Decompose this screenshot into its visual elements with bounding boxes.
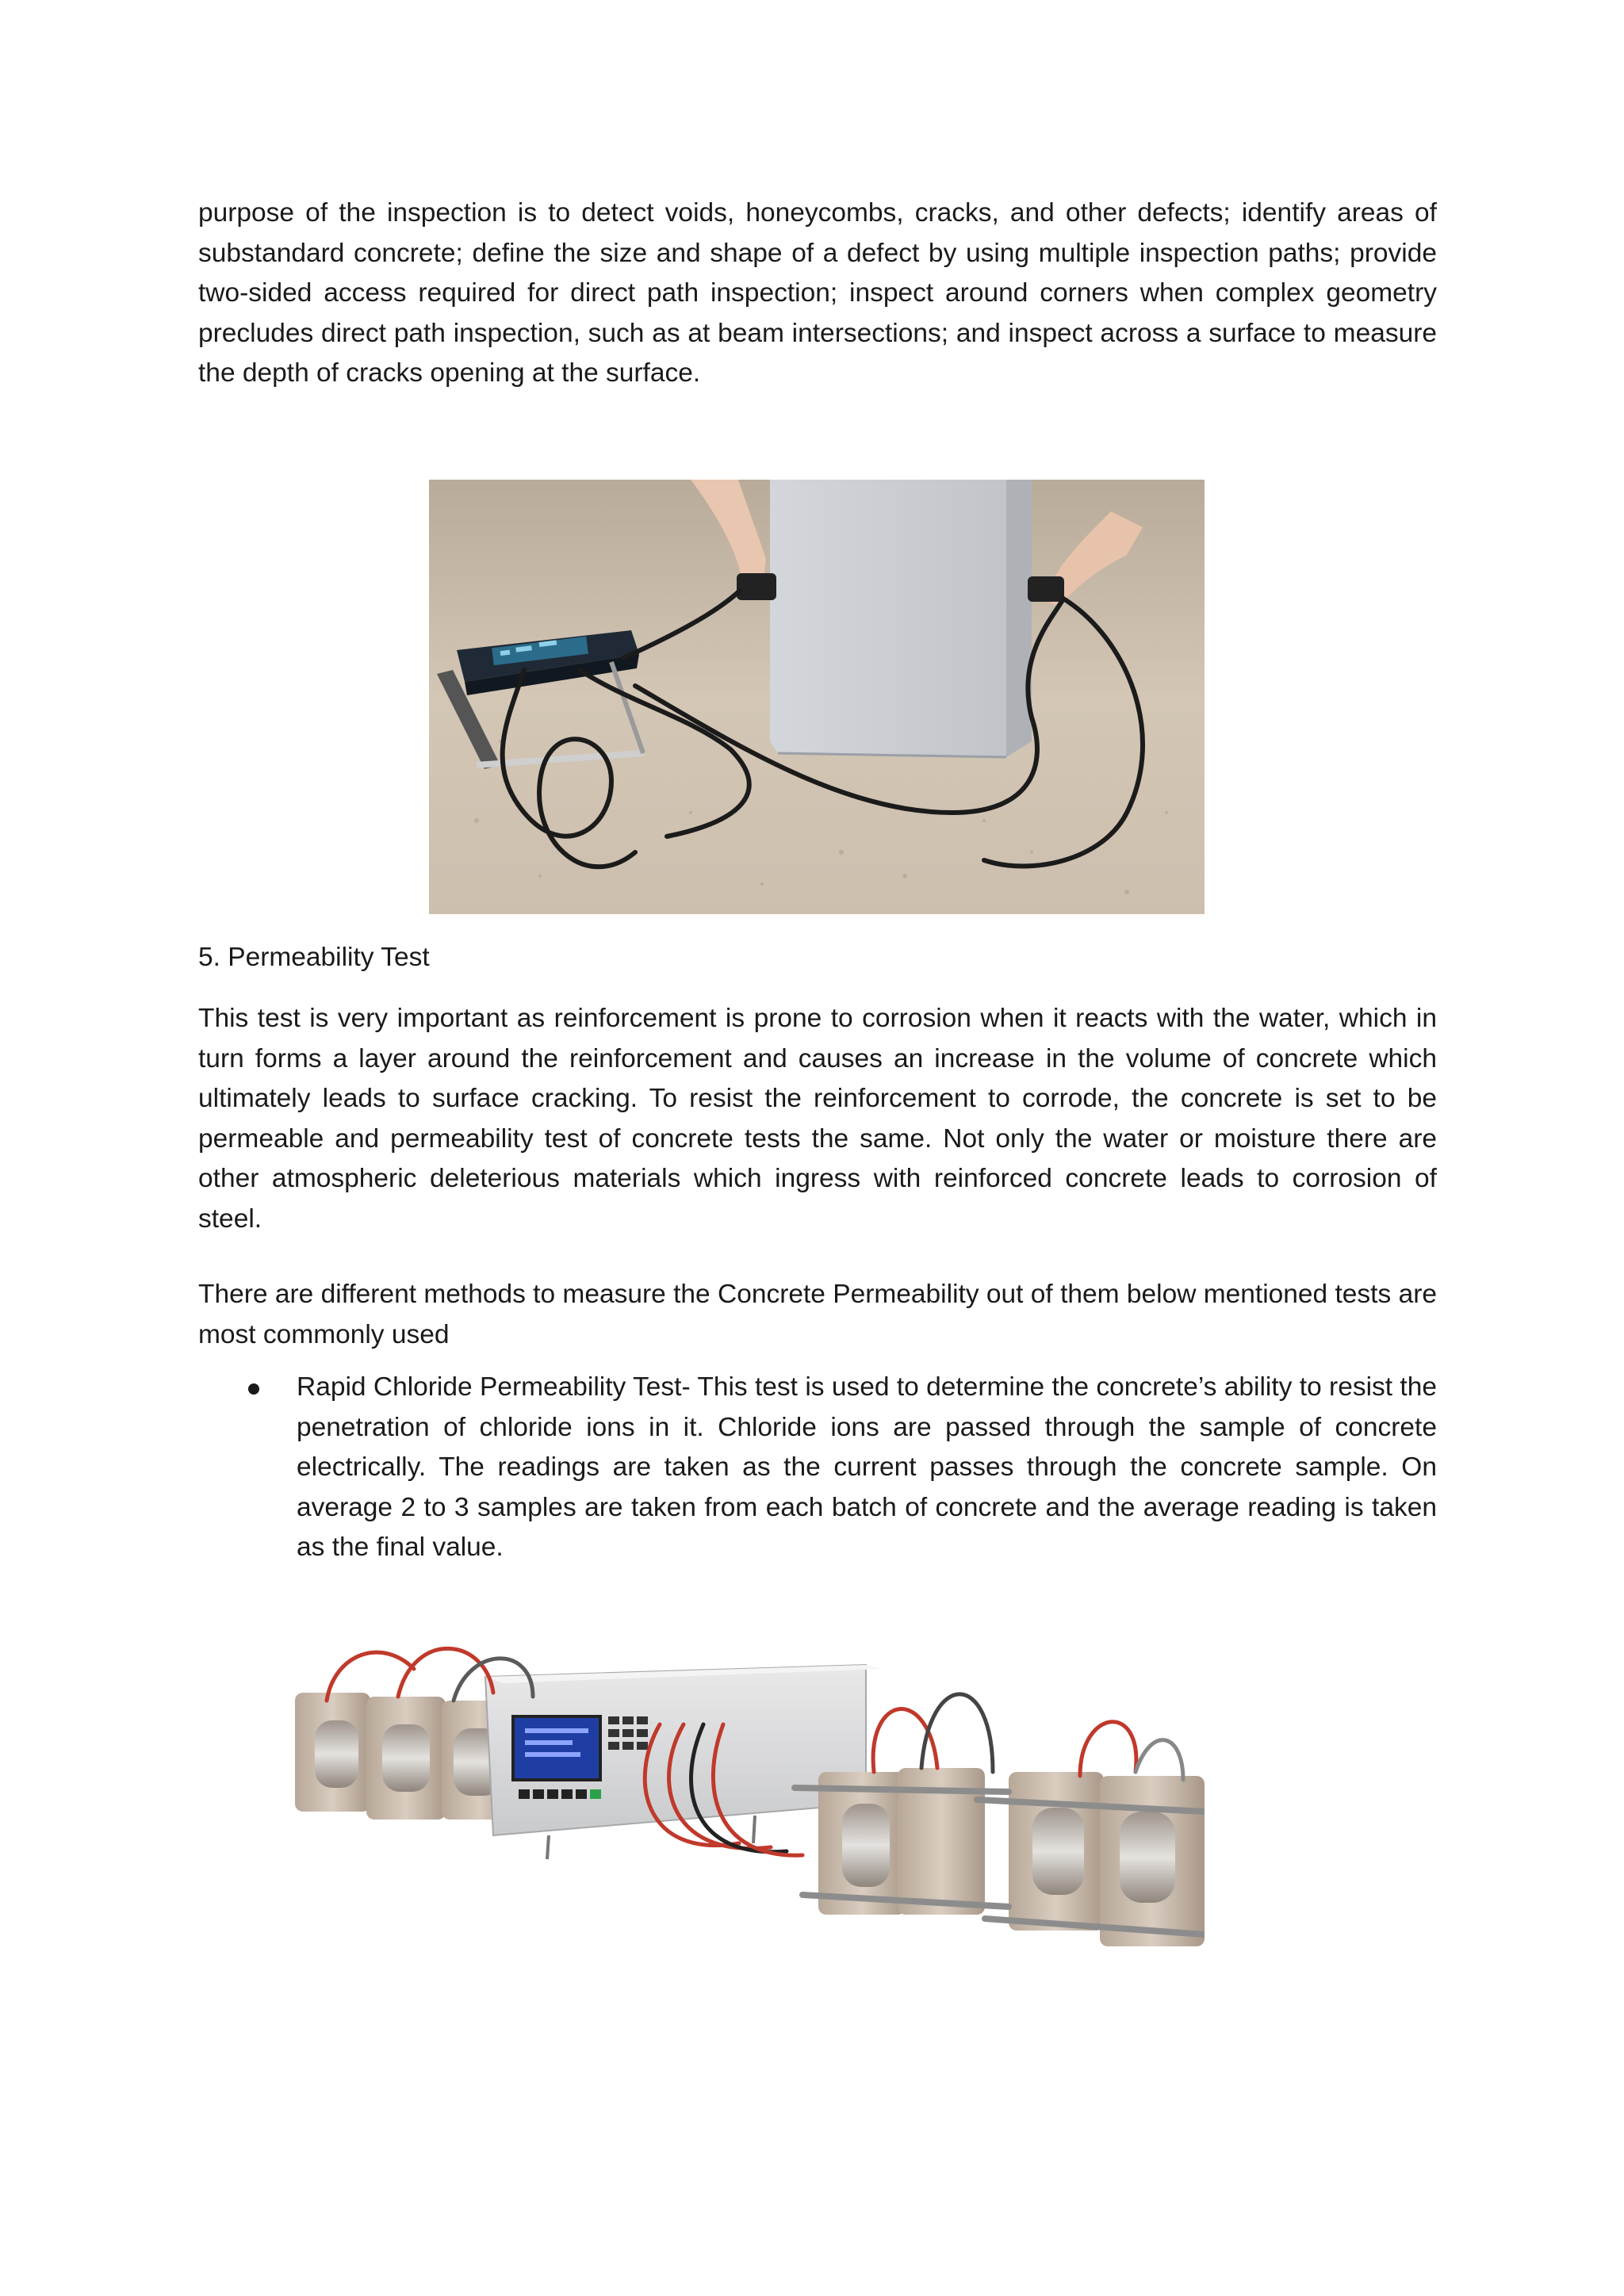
- ultrasonic-pulse-velocity-tester-photo-icon: [429, 480, 1205, 914]
- bullet-point-icon: [248, 1383, 259, 1395]
- bullet-item-rapid-chloride: Rapid Chloride Permeability Test- This test is used to determine the concrete’s ability to resist the penetration of chloride ions in it. Chloride ions are passed through the sample of concrete electrically. The readings are taken as the current passes through the concrete sample. On average 2 to 3 samples are taken from each batch of concrete and the average reading is taken as the final value.: [297, 1372, 1437, 1562]
- rapid-chloride-permeability-apparatus-photo-icon: [295, 1621, 1205, 2010]
- permeability-paragraph: This test is very important as reinforcement is prone to corrosion when it reacts with the water, which in turn forms a layer around the reinforcement and causes an increase in the volume of concrete which ultimately leads to surface cracking. To resist the reinforcement to corrode, the concrete is set to be permeable and permeability test of concrete tests the same. Not only the water or moisture there are other atmospheric deleterious materials which ingress with reinforced concrete leads to corrosion of steel.: [198, 1004, 1437, 1234]
- intro-paragraph: purpose of the inspection is to detect voids, honeycombs, cracks, and other defects; identify areas of substandard concrete; define the size and shape of a defect by using multiple inspection paths; provide two-sided access required for direct path inspection; inspect around corners when complex geometry precludes direct path inspection, such as at beam intersections; and inspect across a surface to measure the depth of cracks opening at the surface.: [198, 198, 1437, 388]
- methods-paragraph: There are different methods to measure the Concrete Permeability out of them below mentioned tests are most commonly used: [198, 1280, 1437, 1349]
- ultrasonic-test-photo: [429, 480, 1205, 914]
- section-heading: 5. Permeability Test: [198, 943, 430, 972]
- rcpt-apparatus-photo: [295, 1621, 1205, 2010]
